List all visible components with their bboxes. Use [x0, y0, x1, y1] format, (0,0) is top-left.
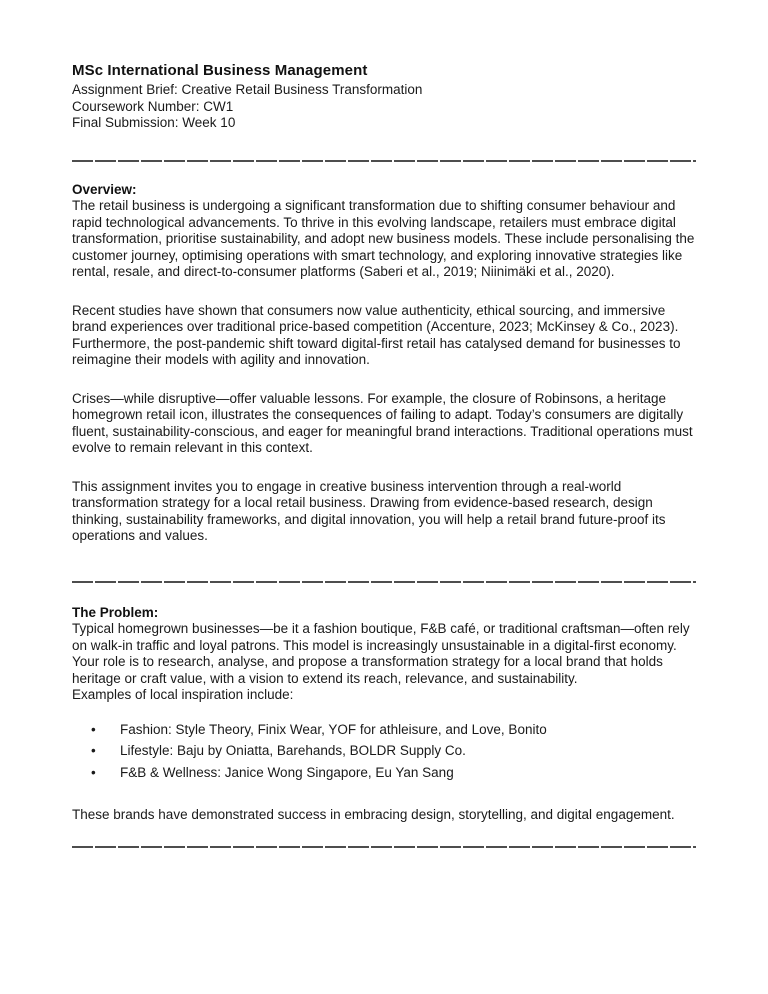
- final-submission-line: Final Submission: Week 10: [72, 115, 236, 130]
- bullet-text-fnb-wellness: F&B & Wellness: Janice Wong Singapore, Eu Yan Sang: [120, 764, 454, 780]
- list-item: [91, 743, 696, 760]
- overview-paragraph-4: This assignment invites you to engage in creative business intervention through a real-world transformation strategy for a local retail business. Drawing from evidence-based research, design thinking, sustainability frameworks, and digital innovation, you will help a retail brand future-proof its operations and values.: [72, 478, 666, 543]
- bullet-text-fashion: Fashion: Style Theory, Finix Wear, YOF for athleisure, and Love, Bonito: [120, 721, 547, 737]
- section-divider: [72, 846, 696, 848]
- section-divider: [72, 160, 696, 162]
- overview-paragraph-2: Recent studies have shown that consumers now value authenticity, ethical sourcing, and immersive brand experiences over traditional price-based competition (Accenture, 2023; McKinsey & Co., 2023). Furthermore, the post-pandemic shift toward digital-first retail has catalysed demand for businesses to reimagine their models with agility and innovation.: [72, 302, 681, 367]
- bullet-icon: •: [91, 721, 96, 737]
- problem-intro-paragraph: Typical homegrown businesses—be it a fashion boutique, F&B café, or traditional craftsman—often rely on walk-in traffic and loyal patrons. This model is increasingly unsustainable in a digital-first economy. Your role is to research, analyse, and propose a transformation strategy for a local brand that holds heritage or craft value, with a vision to extend its reach, relevance, and sustainability.: [72, 621, 690, 686]
- bullet-icon: •: [91, 764, 96, 780]
- section-divider: [72, 581, 696, 583]
- bullet-text-lifestyle: Lifestyle: Baju by Oniatta, Barehands, BOLDR Supply Co.: [120, 743, 466, 758]
- overview-heading: Overview:: [72, 181, 137, 197]
- examples-lead-line: Examples of local inspiration include:: [72, 687, 294, 702]
- document-title: MSc International Business Management: [72, 62, 368, 79]
- list-item: [91, 722, 696, 739]
- overview-paragraph-3: Crises—while disruptive—offer valuable lessons. For example, the closure of Robinsons, a heritage homegrown retail icon, illustrates the consequences of failing to adapt. Today’s consumers are digitally fluent, sustainability-conscious, and eager for meaningful brand interactions. Traditional operations must evolve to remain relevant in this context.: [72, 390, 693, 455]
- list-item: [91, 765, 696, 782]
- inspiration-bullet-list: [72, 722, 696, 782]
- bullet-icon: •: [91, 743, 96, 758]
- coursework-number-line: Coursework Number: CW1: [72, 98, 234, 114]
- assignment-brief-line: Assignment Brief: Creative Retail Business Transformation: [72, 82, 423, 97]
- closing-paragraph: These brands have demonstrated success in embracing design, storytelling, and digital engagement.: [72, 807, 675, 822]
- overview-paragraph-1: The retail business is undergoing a significant transformation due to shifting consumer behaviour and rapid technological advancements. To thrive in this evolving landscape, retailers must embrace digital transformation, prioritise sustainability, and adopt new business models. These include personalising the customer journey, optimising operations with smart technology, and exploring innovative strategies like rental, resale, and direct-to-consumer platforms (Saberi et al., 2019; Niinimäki et al., 2020).: [72, 198, 695, 279]
- problem-heading: The Problem:: [72, 604, 159, 620]
